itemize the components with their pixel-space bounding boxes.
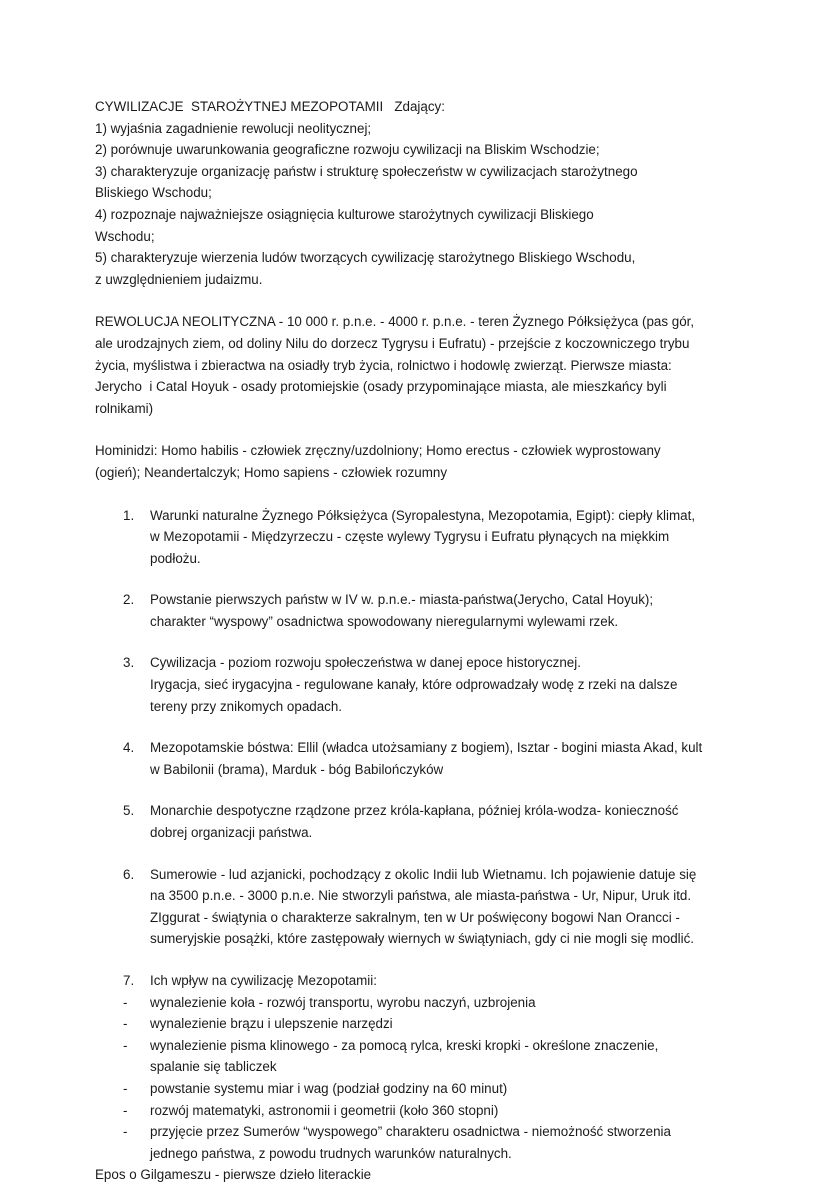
list-item-line: Sumerowie - lud azjanicki, pochodzący z okolic Indii lub Wietnamu. Ich pojawienie datuje się	[150, 866, 697, 882]
list-item-line: przyjęcie przez Sumerów “wyspowego” charakteru osadnictwa - niemożność stworzenia	[150, 1124, 671, 1140]
paragraph-line: rolnikami)	[95, 400, 154, 416]
requirement-line: 2) porównuje uwarunkowania geograficzne rozwoju cywilizacji na Bliskim Wschodzie;	[95, 142, 600, 158]
paragraph-spacer	[95, 484, 740, 505]
list-item-line: powstanie systemu miar i wag (podział godziny na 60 minut)	[150, 1080, 508, 1096]
paragraph-line: Jerycho i Catal Hoyuk - osady protomiejskie (osady przypominające miasta, ale mieszkańcy byli	[95, 379, 667, 395]
list-item-line: w Mezopotamii - Międzyrzeczu - częste wylewy Tygrysu i Eufratu płynących na miękkim	[150, 529, 670, 545]
page-title: CYWILIZACJE STAROŻYTNEJ MEZOPOTAMII Zdający:	[95, 99, 445, 114]
paragraph-line: życia, myślistwa i zbieractwa na osiadły tryb życia, rolnictwo i hodowlę zwierząt. Pierwsze miasta:	[95, 357, 672, 373]
requirement-line: 3) charakteryzuje organizację państw i strukturę społeczeństw w cywilizacjach starożytnego	[95, 163, 638, 179]
requirement-line: Bliskiego Wschodu;	[95, 185, 212, 201]
list-item-line: dobrej organizacji państwa.	[150, 825, 313, 841]
list-item	[95, 505, 740, 570]
list-item-line: podłożu.	[150, 550, 201, 566]
list-item-line: Cywilizacja - poziom rozwoju społeczeństwa w danej epoce historycznej.	[150, 655, 581, 671]
paragraph-spacer	[95, 290, 740, 311]
dash-list	[95, 992, 740, 1165]
list-item	[95, 970, 740, 992]
list-item	[95, 1035, 740, 1078]
list-item	[95, 1100, 740, 1122]
list-marker: 4.	[123, 740, 135, 756]
list-item-line: wynalezienie pisma klinowego - za pomocą rylca, kreski kropki - określone znaczenie,	[150, 1037, 659, 1053]
paragraph-line: Hominidzi: Homo habilis - człowiek zręczny/uzdolniony; Homo erectus - człowiek wyprostowany	[95, 443, 661, 459]
dash-marker: -	[123, 1080, 128, 1096]
dash-marker: -	[123, 994, 128, 1010]
list-item	[95, 652, 740, 717]
requirement-line: z uwzględnieniem judaizmu.	[95, 271, 263, 287]
paragraph-spacer	[95, 419, 740, 440]
list-marker: 6.	[123, 866, 135, 882]
dash-marker: -	[123, 1102, 128, 1118]
list-item-line: Ich wpływ na cywilizację Mezopotamii:	[150, 973, 377, 988]
paragraph-line: (ogień); Neandertalczyk; Homo sapiens - człowiek rozumny	[95, 464, 448, 480]
hominids-paragraph	[95, 440, 740, 483]
document-body	[95, 96, 740, 1186]
paragraph-line: REWOLUCJA NEOLITYCZNA - 10 000 r. p.n.e. - 4000 r. p.n.e. - teren Żyznego Półksiężyca (pas gór,	[95, 314, 695, 330]
list-item	[95, 737, 740, 780]
list-item-line: ZIggurat - świątynia o charakterze sakralnym, ten w Ur poświęcony bogowi Nan Orancci -	[150, 909, 680, 925]
list-item-line: Irygacja, sieć irygacyjna - regulowane kanały, które odprowadzały wodę z rzeki na dalsze	[150, 677, 678, 693]
requirements-list	[95, 118, 740, 291]
list-item	[95, 1121, 740, 1164]
paragraph-line: ale urodzajnych ziem, od doliny Nilu do dorzecz Tygrysu i Eufratu) - przejście z koczowniczego trybu	[95, 335, 690, 351]
list-item-line: w Babilonii (brama), Marduk - bóg Babilończyków	[150, 761, 444, 777]
list-marker: 7.	[123, 973, 135, 988]
dash-marker: -	[123, 1037, 128, 1053]
list-item	[95, 1078, 740, 1100]
list-marker: 1.	[123, 507, 135, 523]
list-item-line: wynalezienie brązu i ulepszenie narzędzi	[150, 1016, 393, 1032]
list-item-line: Powstanie pierwszych państw w IV w. p.n.e.- miasta-państwa(Jerycho, Catal Hoyuk);	[150, 592, 654, 608]
list-item-line: Monarchie despotyczne rządzone przez króla-kapłana, później króla-wodza- konieczność	[150, 803, 679, 819]
heading-block	[95, 96, 740, 290]
list-item-line: rozwój matematyki, astronomii i geometrii (koło 360 stopni)	[150, 1102, 499, 1118]
requirement-line: 4) rozpoznaje najważniejsze osiągnięcia kulturowe starożytnych cywilizacji Bliskiego	[95, 206, 594, 222]
list-marker: 5.	[123, 803, 135, 819]
list-item	[95, 864, 740, 950]
list-item-line: na 3500 p.n.e. - 3000 p.n.e. Nie stworzyli państwa, ale miasta-państwa - Ur, Nipur, Uruk itd.	[150, 888, 692, 904]
dash-marker: -	[123, 1124, 128, 1140]
list-item-line: charakter “wyspowy” osadnictwa spowodowany nieregularnymi wylewami rzek.	[150, 613, 619, 629]
list-marker: 2.	[123, 592, 135, 608]
list-item-line: Mezopotamskie bóstwa: Ellil (władca utożsamiany z bogiem), Isztar - bogini miasta Akad, kult	[150, 740, 703, 756]
requirement-line: 1) wyjaśnia zagadnienie rewolucji neolitycznej;	[95, 120, 372, 136]
requirement-line: Wschodu;	[95, 228, 155, 244]
list-item-line: tereny przy znikomych opadach.	[150, 698, 343, 714]
list-item-line: sumeryjskie posążki, które zastępowały wiernych w świątyniach, gdy ci nie mogli się modlić.	[150, 931, 695, 947]
closing-line: Epos o Gilgameszu - pierwsze dzieło literackie	[95, 1167, 372, 1183]
list-item-line: jednego państwa, z powodu trudnych warunków naturalnych.	[150, 1145, 512, 1161]
list-item	[95, 800, 740, 843]
list-item	[95, 589, 740, 632]
list-item	[95, 1013, 740, 1035]
list-item	[95, 992, 740, 1014]
list-marker: 3.	[123, 655, 135, 671]
list-item-line: wynalezienie koła - rozwój transportu, wyrobu naczyń, uzbrojenia	[150, 994, 536, 1010]
numbered-list	[95, 505, 740, 992]
list-item-line: spalanie się tabliczek	[150, 1059, 277, 1075]
requirement-line: 5) charakteryzuje wierzenia ludów tworzących cywilizację starożytnego Bliskiego Wschodu,	[95, 250, 636, 266]
neolithic-paragraph	[95, 311, 740, 419]
list-item-line: Warunki naturalne Żyznego Półksiężyca (Syropalestyna, Mezopotamia, Egipt): ciepły klimat,	[150, 507, 696, 523]
dash-marker: -	[123, 1016, 128, 1032]
